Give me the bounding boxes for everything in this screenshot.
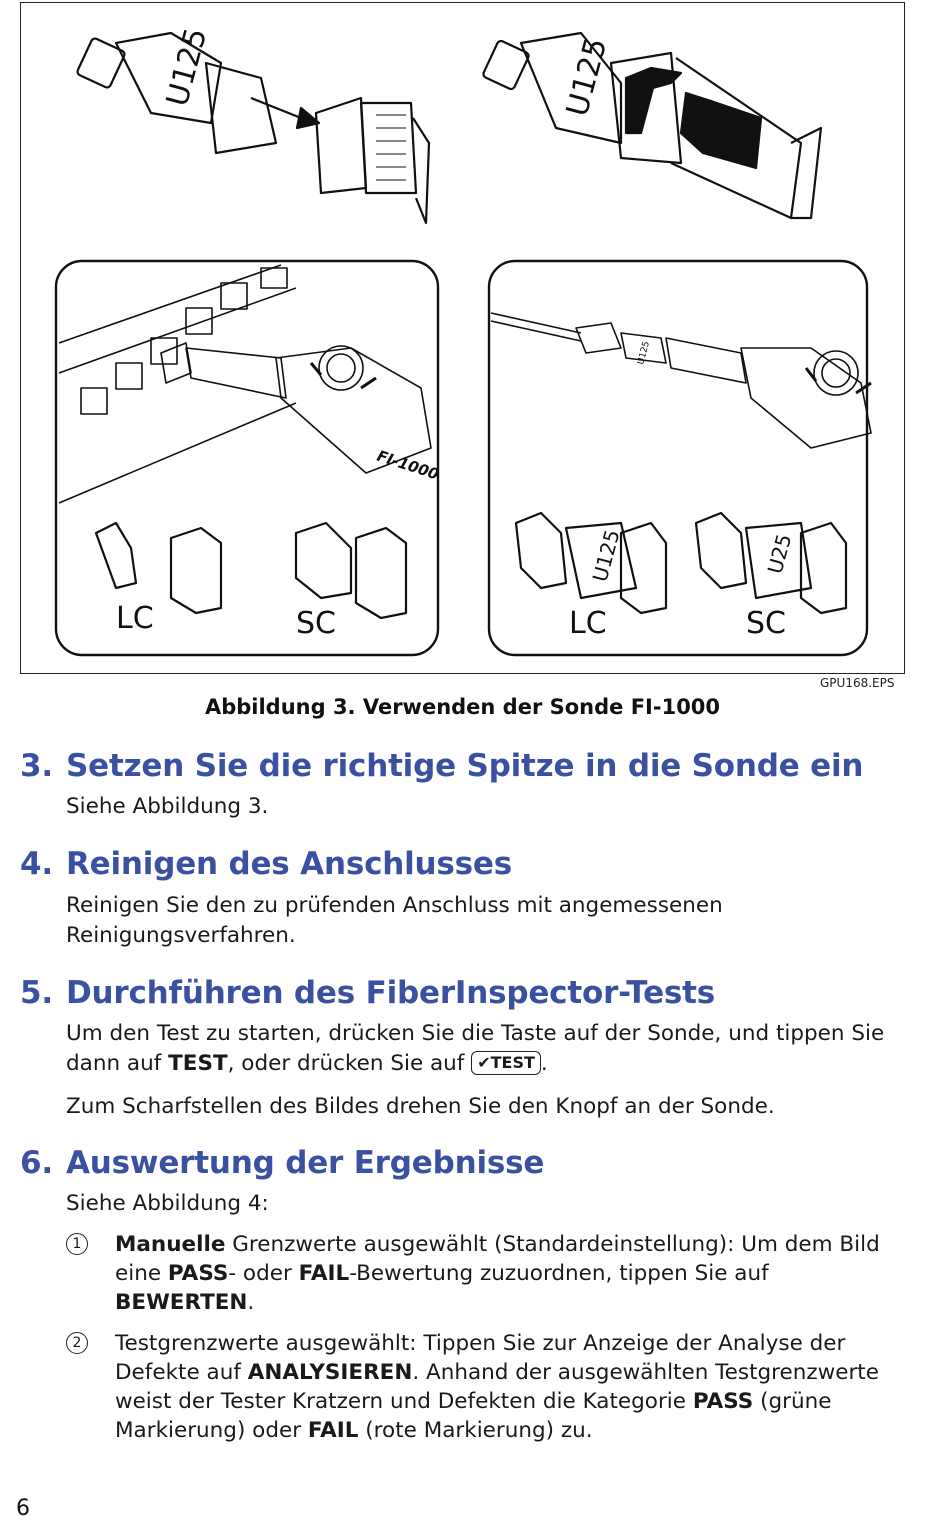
figure-file-label: GPU168.EPS bbox=[820, 676, 895, 690]
section-number: 6. bbox=[20, 1145, 53, 1181]
page-number: 6 bbox=[16, 1496, 30, 1521]
text-run: eine bbox=[115, 1261, 168, 1286]
bold-term: PASS bbox=[167, 1261, 229, 1286]
panel-right bbox=[489, 261, 867, 655]
text-run: (grüne bbox=[753, 1389, 832, 1414]
paragraph-line: Reinigungsverfahren. bbox=[66, 923, 296, 948]
text-run: Grenzwerte ausgewählt (Standardeinstellung): Um dem Bild bbox=[225, 1232, 880, 1257]
figure-caption: Abbildung 3. Verwenden der Sonde FI-1000 bbox=[204, 695, 721, 719]
adapter-sc-left bbox=[296, 523, 406, 618]
bold-term: FAIL bbox=[298, 1261, 350, 1286]
text-run: weist der Tester Kratzern und Defekten die Kategorie bbox=[115, 1389, 693, 1414]
section-number: 3. bbox=[20, 748, 53, 784]
section-heading-3 bbox=[20, 748, 863, 784]
probe-illustration bbox=[21, 3, 906, 675]
figure-illustration bbox=[20, 2, 905, 674]
paragraph-line bbox=[66, 1049, 916, 1079]
bold-term: ANALYSIEREN bbox=[247, 1360, 413, 1385]
section-title: Setzen Sie die richtige Spitze in die Sonde ein bbox=[66, 748, 864, 784]
test-key-icon: ✔TEST bbox=[471, 1051, 541, 1075]
bold-term: BEWERTEN bbox=[115, 1290, 248, 1315]
tip-insertion-left bbox=[76, 24, 429, 223]
text-run: . bbox=[247, 1290, 255, 1315]
section-heading-6 bbox=[20, 1145, 544, 1181]
text-run: Testgrenzwerte ausgewählt: Tippen Sie zur Anzeige der Analyse der bbox=[115, 1331, 846, 1356]
paragraph-line: Um den Test zu starten, drücken Sie die Taste auf der Sonde, und tippen Sie bbox=[66, 1021, 885, 1046]
text-run: -Bewertung zuzuordnen, tippen Sie auf bbox=[349, 1261, 769, 1286]
bold-term: TEST bbox=[168, 1051, 228, 1076]
item-marker: 1 bbox=[66, 1233, 88, 1255]
label-sc-right: SC bbox=[746, 606, 786, 641]
section-number: 5. bbox=[20, 975, 53, 1011]
text-run: - oder bbox=[228, 1261, 299, 1286]
probe-model-label: FI-1000 bbox=[374, 446, 442, 484]
section-heading-5 bbox=[20, 975, 715, 1011]
section-5-focus-paragraph: Zum Scharfstellen des Bildes drehen Sie den Knopf an der Sonde. bbox=[66, 1094, 775, 1119]
bold-term: FAIL bbox=[307, 1418, 359, 1443]
section-5-paragraph bbox=[66, 1019, 916, 1079]
text-run: . bbox=[540, 1051, 548, 1076]
label-lc-right: LC bbox=[569, 606, 607, 641]
adapter-lc-right bbox=[516, 513, 666, 613]
adapter-lc-left bbox=[96, 523, 221, 613]
tip-label-top-right: U125 bbox=[559, 34, 615, 121]
section-heading-4 bbox=[20, 846, 512, 882]
section-6-paragraph: Siehe Abbildung 4: bbox=[66, 1191, 269, 1216]
tip-label-top-left: U125 bbox=[159, 24, 215, 111]
text-run: Defekte auf bbox=[115, 1360, 248, 1385]
text-run: (rote Markierung) zu. bbox=[358, 1418, 593, 1443]
section-4-paragraph bbox=[66, 891, 916, 951]
text-run: Markierung) oder bbox=[115, 1418, 308, 1443]
paragraph-line: Reinigen Sie den zu prüfenden Anschluss mit angemessenen bbox=[66, 893, 723, 918]
item-text bbox=[115, 1230, 915, 1317]
section-title: Reinigen des Anschlusses bbox=[66, 846, 512, 882]
tip-label-sc-right: U25 bbox=[762, 531, 797, 577]
text-run: dann auf bbox=[66, 1051, 169, 1076]
tip-label-lc-right: U125 bbox=[587, 527, 625, 585]
item-text bbox=[115, 1329, 915, 1445]
label-sc-left: SC bbox=[296, 606, 336, 641]
item-marker: 2 bbox=[66, 1332, 88, 1354]
label-lc-left: LC bbox=[116, 601, 154, 636]
section-3-paragraph: Siehe Abbildung 3. bbox=[66, 794, 269, 819]
section-number: 4. bbox=[20, 846, 53, 882]
tip-label-small-right: U125 bbox=[636, 340, 653, 366]
bold-term: Manuelle bbox=[115, 1232, 226, 1257]
patch-panel-scene bbox=[59, 265, 441, 503]
section-title: Auswertung der Ergebnisse bbox=[66, 1145, 545, 1181]
adapter-sc-right bbox=[696, 513, 846, 613]
tip-insertion-right bbox=[482, 33, 821, 218]
text-run: , oder drücken Sie auf bbox=[227, 1051, 472, 1076]
bold-term: PASS bbox=[692, 1389, 754, 1414]
fiber-cable-scene bbox=[491, 313, 871, 448]
text-run: . Anhand der ausgewählten Testgrenzwerte bbox=[412, 1360, 879, 1385]
section-title: Durchführen des FiberInspector-Tests bbox=[66, 975, 716, 1011]
